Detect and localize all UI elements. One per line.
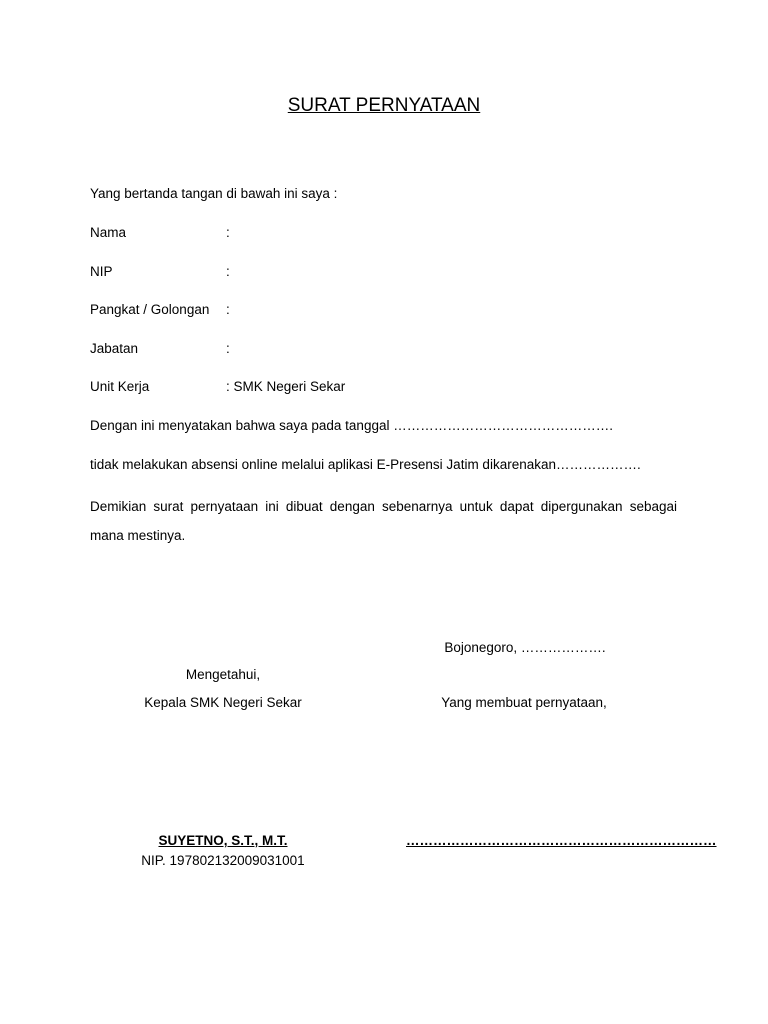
field-nama bbox=[90, 225, 230, 240]
left-signatory-name: SUYETNO, S.T., M.T. bbox=[158, 833, 288, 848]
field-unit-kerja bbox=[90, 379, 345, 394]
statement-reason-line: tidak melakukan absensi online melalui aplikasi E-Presensi Jatim dikarenakan………………. bbox=[90, 457, 641, 472]
field-label: Jabatan bbox=[90, 341, 139, 356]
statement-date-line: Dengan ini menyatakan bahwa saya pada tanggal …………………………………………. bbox=[90, 418, 613, 433]
field-pangkat bbox=[90, 302, 230, 317]
field-label: NIP bbox=[90, 264, 113, 279]
field-value: : bbox=[226, 341, 230, 356]
closing-paragraph: Demikian surat pernyataan ini dibuat dengan sebenarnya untuk dapat dipergunakan sebagai mana mestinya. bbox=[90, 499, 677, 543]
field-label: Pangkat / Golongan bbox=[90, 302, 210, 317]
field-nip bbox=[90, 264, 230, 279]
right-signatory-role: Yang membuat pernyataan, bbox=[441, 695, 607, 710]
field-value: : bbox=[226, 225, 230, 240]
left-signatory-role: Kepala SMK Negeri Sekar bbox=[144, 695, 302, 710]
left-signatory-nip: NIP. 197802132009031001 bbox=[141, 853, 305, 868]
acknowledged-label: Mengetahui, bbox=[185, 667, 261, 682]
field-label: Unit Kerja bbox=[90, 379, 150, 394]
intro-text: Yang bertanda tangan di bawah ini saya : bbox=[90, 186, 338, 201]
field-value: : SMK Negeri Sekar bbox=[226, 379, 346, 394]
field-label: Nama bbox=[90, 225, 127, 240]
right-signatory-name-blank: …………………………………………………………… bbox=[406, 833, 717, 848]
field-value: : bbox=[226, 302, 230, 317]
document-title: SURAT PERNYATAAN bbox=[287, 95, 481, 116]
field-jabatan bbox=[90, 341, 230, 356]
place-date: Bojonegoro, ………………. bbox=[444, 640, 606, 655]
field-value: : bbox=[226, 264, 230, 279]
